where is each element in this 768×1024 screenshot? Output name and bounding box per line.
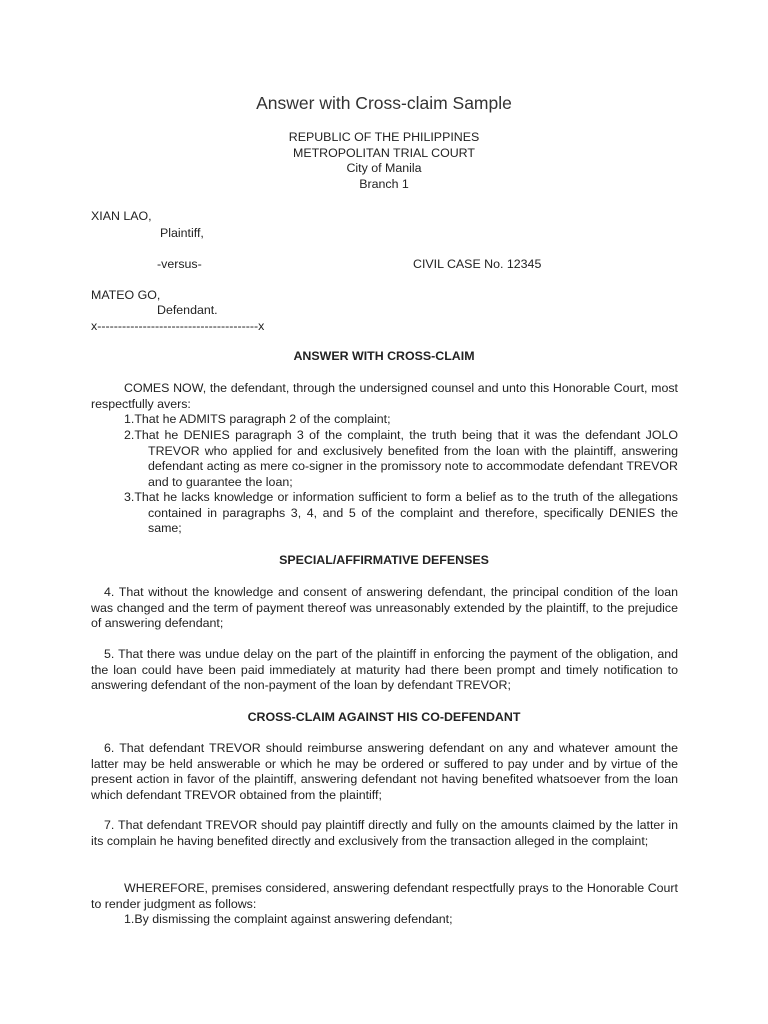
- caption-branch: Branch 1: [359, 176, 409, 191]
- caption-city: City of Manila: [346, 161, 422, 176]
- court-caption: [0, 130, 768, 192]
- document-title: Answer with Cross-claim Sample: [256, 93, 512, 113]
- paragraph-4: 4. That without the knowledge and consent of answering defendant, the principal condition of the loan was changed and the term of payment thereof was unreasonably extended by the plaintiff, to the prejudice of answering defendant;: [91, 585, 678, 631]
- caption-separator: x---------------------------------------x: [91, 319, 265, 333]
- plaintiff-name: XIAN LAO,: [91, 209, 152, 223]
- paragraph-6: 6. That defendant TREVOR should reimburse answering defendant on any and whatever amount the latter may be held answerable or which he may be ordered or suffered to pay under and by virtue of the present action in favor of the plaintiff, answering defendant not having benefited whatsoever from the loan which defendant TREVOR obtained from the plaintiff;: [91, 741, 678, 802]
- caption-republic: REPUBLIC OF THE PHILIPPINES: [288, 130, 480, 144]
- paragraph-5: 5. That there was undue delay on the part of the plaintiff in enforcing the payment of the obligation, and the loan could have been paid immediately at maturity had there been prompt and timely notification to answering defendant of the non-payment of the loan by defendant TREVOR;: [91, 647, 678, 693]
- civil-case-number: CIVIL CASE No. 12345: [413, 257, 542, 271]
- versus-label: -versus-: [157, 257, 202, 271]
- avers-item-1: 1.That he ADMITS paragraph 2 of the complaint;: [124, 412, 391, 426]
- avers-item-2: 2.That he DENIES paragraph 3 of the complaint, the truth being that it was the defendant JOLO TREVOR who applied for and exclusively benefited from the loan with the plaintiff, answering defendant acting as mere co-signer in the promissory note to accommodate defendant TREVOR and to guarantee the loan;: [124, 428, 678, 489]
- prayer-paragraph: WHEREFORE, premises considered, answering defendant respectfully prays to the Honorable Court to render judgment as follows:: [91, 881, 678, 911]
- prayer-item-1: 1.By dismissing the complaint against answering defendant;: [124, 912, 453, 926]
- heading-cross-claim: CROSS-CLAIM AGAINST HIS CO-DEFENDANT: [247, 710, 521, 724]
- heading-special-affirmative-defenses: SPECIAL/AFFIRMATIVE DEFENSES: [279, 553, 489, 567]
- defendant-name: MATEO GO,: [91, 288, 161, 302]
- defendant-role: Defendant.: [157, 303, 218, 317]
- plaintiff-role: Plaintiff,: [160, 226, 204, 240]
- caption-court: METROPOLITAN TRIAL COURT: [293, 145, 475, 160]
- avers-item-3: 3.That he lacks knowledge or information sufficient to form a belief as to the truth of the allegations contained in paragraphs 3, 4, and 5 of the complaint and therefore, specifically DENIES the same;: [124, 490, 678, 536]
- intro-paragraph: COMES NOW, the defendant, through the undersigned counsel and unto this Honorable Court, most respectfully avers:: [91, 381, 678, 411]
- heading-answer-with-cross-claim: ANSWER WITH CROSS-CLAIM: [293, 349, 475, 363]
- paragraph-7: 7. That defendant TREVOR should pay plaintiff directly and fully on the amounts claimed by the latter in its complain he having benefited directly and exclusively from the transaction alleged in the complaint;: [91, 818, 678, 848]
